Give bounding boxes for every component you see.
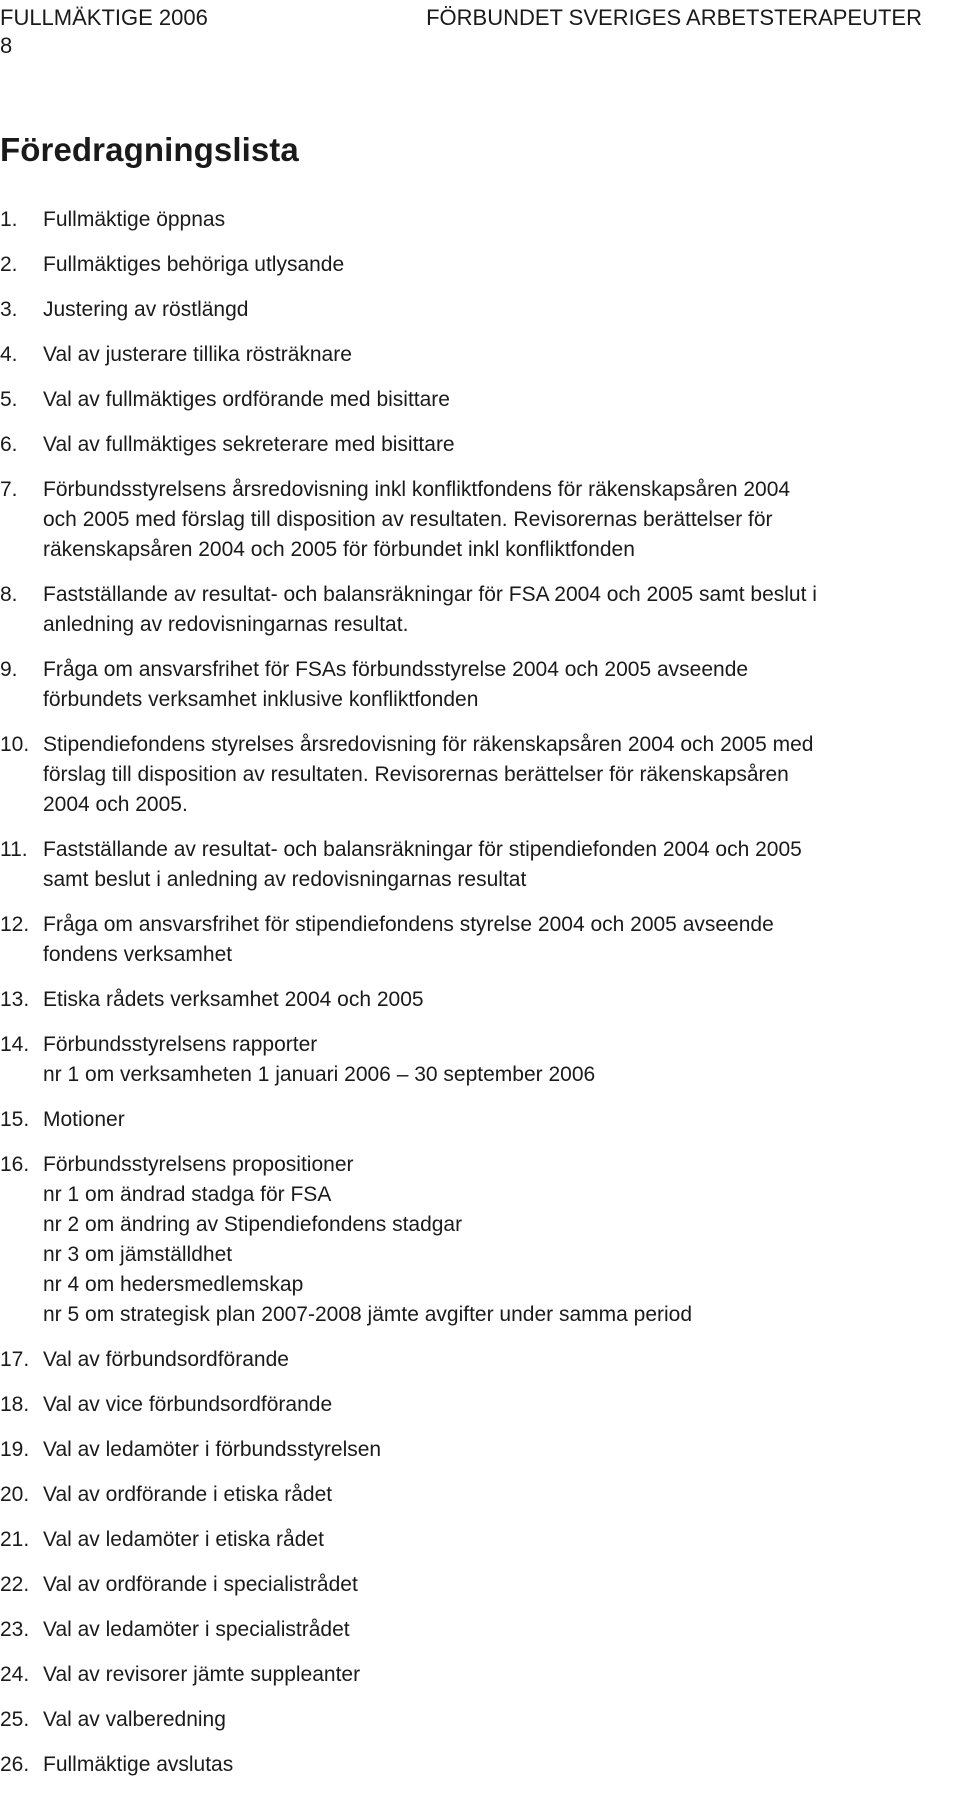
agenda-item [0, 385, 950, 415]
agenda-item-number: 24. [0, 1663, 30, 1686]
agenda-item-line: nr 1 om ändrad stadga för FSA [43, 1183, 332, 1206]
agenda-item-line: Val av valberedning [43, 1708, 226, 1731]
agenda-item-line: Förbundsstyrelsens årsredovisning inkl konfliktfondens för räkenskapsåren 2004 [43, 478, 791, 501]
agenda-item-line: Val av fullmäktiges sekreterare med bisittare [43, 433, 455, 456]
agenda-item-number: 6. [0, 433, 18, 456]
header-right-text: FÖRBUNDET SVERIGES ARBETSTERAPEUTER [426, 5, 922, 30]
agenda-item-text [43, 475, 950, 565]
agenda-item [0, 250, 950, 280]
agenda-item-line: Val av revisorer jämte suppleanter [43, 1663, 361, 1686]
agenda-item-text [43, 1570, 950, 1600]
agenda-item-line: Fråga om ansvarsfrihet för stipendiefondens styrelse 2004 och 2005 avseende [43, 913, 774, 936]
agenda-item [0, 1705, 950, 1735]
agenda-item-line: Val av justerare tillika rösträknare [43, 343, 352, 366]
agenda-item-number: 22. [0, 1573, 30, 1596]
agenda-item-line: Stipendiefondens styrelses årsredovisning för räkenskapsåren 2004 och 2005 med [43, 733, 814, 756]
agenda-item-number: 23. [0, 1618, 30, 1641]
agenda-item-number: 12. [0, 913, 30, 936]
agenda-item-number: 4. [0, 343, 18, 366]
agenda-item-line: Förbundsstyrelsens propositioner [43, 1153, 354, 1176]
agenda-item-line: nr 4 om hedersmedlemskap [43, 1273, 304, 1296]
agenda-item [0, 1435, 950, 1465]
agenda-item-text [43, 1525, 950, 1555]
agenda-item-text [43, 1660, 950, 1690]
agenda-item-number: 16. [0, 1153, 30, 1176]
agenda-item-line: Fullmäktige öppnas [43, 208, 226, 231]
agenda-item-text [43, 205, 950, 235]
agenda-item-number: 25. [0, 1708, 30, 1731]
agenda-item-line: fondens verksamhet [43, 943, 233, 966]
agenda-item-line: nr 5 om strategisk plan 2007-2008 jämte avgifter under samma period [43, 1303, 693, 1326]
agenda-item-line: förslag till disposition av resultaten. Revisorernas berättelser för räkenskapsåren [43, 763, 789, 786]
agenda-item-line: Val av vice förbundsordförande [43, 1393, 333, 1416]
agenda-item-line: Fråga om ansvarsfrihet för FSAs förbundsstyrelse 2004 och 2005 avseende [43, 658, 749, 681]
agenda-item-number: 5. [0, 388, 18, 411]
agenda-item [0, 205, 950, 235]
agenda-item-number: 10. [0, 733, 30, 756]
agenda-item-line: Motioner [43, 1108, 125, 1131]
agenda-item-line: 2004 och 2005. [43, 793, 188, 816]
agenda-item-number: 26. [0, 1753, 30, 1776]
agenda-item-number: 20. [0, 1483, 30, 1506]
agenda-item-text [43, 1750, 950, 1780]
agenda-item-text [43, 1390, 950, 1420]
agenda-item [0, 985, 950, 1015]
agenda-item-number: 8. [0, 583, 18, 606]
agenda-item [0, 1345, 950, 1375]
agenda-item [0, 295, 950, 325]
agenda-item-line: anledning av redovisningarnas resultat. [43, 613, 409, 636]
document-title: Föredragningslista [0, 131, 299, 168]
agenda-item-text [43, 430, 950, 460]
agenda-item-text [43, 1105, 950, 1135]
agenda-item-line: samt beslut i anledning av redovisningarnas resultat [43, 868, 527, 891]
agenda-item [0, 1570, 950, 1600]
agenda-item-text [43, 1615, 950, 1645]
agenda-item-line: nr 2 om ändring av Stipendiefondens stadgar [43, 1213, 463, 1236]
agenda-item-text [43, 910, 950, 970]
agenda-item-number: 18. [0, 1393, 30, 1416]
agenda-item [0, 1750, 950, 1780]
agenda-item-text [43, 1705, 950, 1735]
agenda-item-text [43, 385, 950, 415]
agenda-item-line: förbundets verksamhet inklusive konfliktfonden [43, 688, 479, 711]
agenda-item-text [43, 1030, 950, 1090]
agenda-item-text [43, 835, 950, 895]
agenda-item [0, 1660, 950, 1690]
agenda-item-text [43, 1345, 950, 1375]
agenda-list [0, 205, 950, 1795]
agenda-item [0, 910, 950, 970]
agenda-item-number: 14. [0, 1033, 30, 1056]
agenda-item [0, 430, 950, 460]
agenda-item-line: nr 3 om jämställdhet [43, 1243, 233, 1266]
agenda-item-number: 7. [0, 478, 18, 501]
header-left-text: FULLMÄKTIGE 2006 [0, 5, 208, 30]
agenda-item-line: Val av ordförande i etiska rådet [43, 1483, 333, 1506]
agenda-item-line: Fastställande av resultat- och balansräkningar för stipendiefonden 2004 och 2005 [43, 838, 802, 861]
agenda-item-line: Etiska rådets verksamhet 2004 och 2005 [43, 988, 424, 1011]
agenda-item-text [43, 1435, 950, 1465]
agenda-item-text [43, 340, 950, 370]
agenda-item-line: Förbundsstyrelsens rapporter [43, 1033, 318, 1056]
agenda-item-number: 1. [0, 208, 18, 231]
agenda-item-line: och 2005 med förslag till disposition av resultaten. Revisorernas berättelser för [43, 508, 773, 531]
agenda-item-line: Val av förbundsordförande [43, 1348, 289, 1371]
agenda-item-text [43, 1150, 950, 1330]
page-number: 8 [0, 33, 13, 58]
agenda-item-line: Fullmäktige avslutas [43, 1753, 234, 1776]
agenda-item-number: 2. [0, 253, 18, 276]
agenda-item-line: Fullmäktiges behöriga utlysande [43, 253, 345, 276]
agenda-item [0, 475, 950, 565]
agenda-item-number: 15. [0, 1108, 30, 1131]
agenda-item-line: nr 1 om verksamheten 1 januari 2006 – 30 september 2006 [43, 1063, 596, 1086]
agenda-item-line: Fastställande av resultat- och balansräkningar för FSA 2004 och 2005 samt beslut i [43, 583, 817, 606]
agenda-item-number: 21. [0, 1528, 30, 1551]
agenda-item-number: 3. [0, 298, 18, 321]
agenda-item [0, 655, 950, 715]
agenda-item-line: Justering av röstlängd [43, 298, 249, 321]
agenda-item [0, 340, 950, 370]
agenda-item-number: 13. [0, 988, 30, 1011]
agenda-item-number: 9. [0, 658, 18, 681]
agenda-item [0, 1615, 950, 1645]
agenda-item-text [43, 985, 950, 1015]
agenda-item-text [43, 250, 950, 280]
agenda-item-text [43, 295, 950, 325]
agenda-item [0, 730, 950, 820]
agenda-item [0, 1525, 950, 1555]
agenda-item-line: räkenskapsåren 2004 och 2005 för förbundet inkl konfliktfonden [43, 538, 635, 561]
agenda-item [0, 1150, 950, 1330]
agenda-item-number: 19. [0, 1438, 30, 1461]
agenda-item-line: Val av ledamöter i förbundsstyrelsen [43, 1438, 382, 1461]
agenda-item-text [43, 655, 950, 715]
agenda-item [0, 1105, 950, 1135]
agenda-item [0, 1030, 950, 1090]
agenda-item-number: 11. [0, 838, 28, 861]
agenda-item-line: Val av ordförande i specialistrådet [43, 1573, 358, 1596]
agenda-item-text [43, 580, 950, 640]
agenda-item-number: 17. [0, 1348, 30, 1371]
agenda-item-line: Val av fullmäktiges ordförande med bisittare [43, 388, 450, 411]
agenda-item [0, 1480, 950, 1510]
agenda-item [0, 1390, 950, 1420]
agenda-item [0, 835, 950, 895]
agenda-item-text [43, 1480, 950, 1510]
agenda-item-line: Val av ledamöter i specialistrådet [43, 1618, 350, 1641]
agenda-item-text [43, 730, 950, 820]
agenda-item-line: Val av ledamöter i etiska rådet [43, 1528, 324, 1551]
agenda-item [0, 580, 950, 640]
